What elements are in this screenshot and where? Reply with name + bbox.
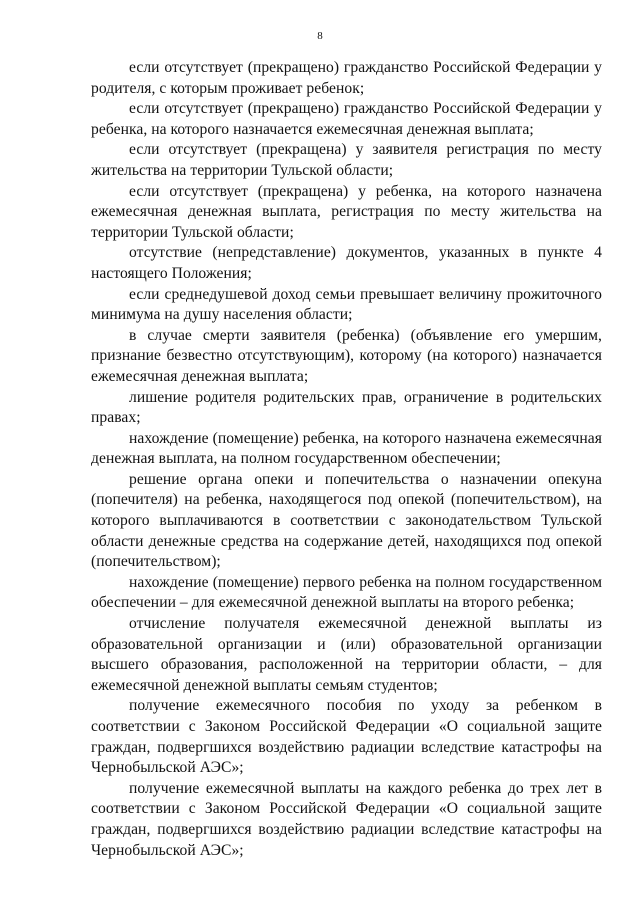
paragraph-12: отчисление получателя ежемесячной денежной выплаты из образовательной организации и (или) образовательной организации высшего образования, расположенной на территории области, – для ежемесячной денежной выплаты семьям студентов; [91,615,602,694]
paragraph-10: решение органа опеки и попечительства о назначении опекуна (попечителя) на ребенка, находящегося под опекой (попечительством), на которого выплачиваются в соответствии с законодательством Тульской области денежные средства на содержание детей, находящихся под опекой (попечительством); [91,470,602,571]
paragraph-2: если отсутствует (прекращено) гражданство Российской Федерации у ребенка, на которого назначается ежемесячная денежная выплата; [91,100,602,138]
paragraph-6: если среднедушевой доход семьи превышает величину прожиточного минимума на душу населения области; [91,285,602,324]
paragraph-4: если отсутствует (прекращена) у ребенка, на которого назначена ежемесячная денежная выплата, регистрация по месту жительства на территории Тульской области; [91,182,602,241]
paragraph-9: нахождение (помещение) ребенка, на которого назначена ежемесячная денежная выплата, на полном государственном обеспечении; [91,429,602,468]
document-body [91,58,602,861]
paragraph-14: получение ежемесячной выплаты на каждого ребенка до трех лет в соответствии с Законом Российской Федерации «О социальной защите граждан, подвергшихся воздействию радиации вследствие катастрофы на Чернобыльской АЭС»; [91,779,602,859]
paragraph-11: нахождение (помещение) первого ребенка на полном государственном обеспечении – для ежемесячной денежной выплаты на второго ребенка; [91,573,602,612]
paragraph-5: отсутствие (непредставление) документов, указанных в пункте 4 настоящего Положения; [91,244,602,282]
paragraph-3: если отсутствует (прекращена) у заявителя регистрация по месту жительства на территории Тульской области; [91,141,602,179]
page-number: 8 [317,30,323,42]
paragraph-7: в случае смерти заявителя (ребенка) (объявление его умершим, признание безвестно отсутствующим), которому (на которого) назначается ежемесячная денежная выплата; [91,326,602,385]
paragraph-8: лишение родителя родительских прав, ограничение в родительских правах; [91,388,602,427]
paragraph-13: получение ежемесячного пособия по уходу за ребенком в соответствии с Законом Российской Федерации «О социальной защите граждан, подвергшихся воздействию радиации вследствие катастрофы на Чернобыльской АЭС»; [91,697,602,777]
paragraph-1: если отсутствует (прекращено) гражданство Российской Федерации у родителя, с которым проживает ребенок; [91,59,602,97]
